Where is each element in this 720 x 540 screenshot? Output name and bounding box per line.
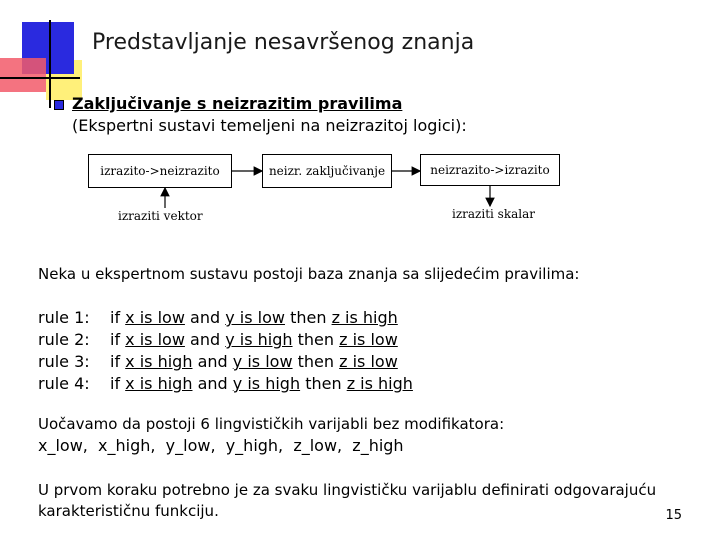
rule-row: rule 2: if x is low and y is high then z is low: [38, 330, 398, 349]
rule-row: rule 4: if x is high and y is high then z is high: [38, 374, 413, 393]
conclusion-line-2: karakterističnu funkciju.: [38, 502, 219, 520]
inference-box: neizr. zaključivanje: [262, 154, 392, 188]
page-number: 15: [665, 508, 682, 523]
fuzzification-box: izrazito->neizrazito: [88, 154, 232, 188]
rules-list: [38, 307, 413, 395]
section-heading: Zaključivanje s neizrazitim pravilima: [72, 94, 403, 113]
defuzzification-box: neizrazito->izrazito: [420, 154, 560, 186]
rule-row: rule 3: if x is high and y is low then z is low: [38, 352, 398, 371]
section-subheading: (Ekspertni sustavi temeljeni na neizrazitoj logici):: [72, 116, 467, 135]
rules-intro: Neka u ekspertnom sustavu postoji baza znanja sa slijedećim pravilima:: [38, 265, 580, 283]
rule-row: rule 1: if x is low and y is low then z is high: [38, 308, 398, 327]
variables-list: x_low, x_high, y_low, y_high, z_low, z_high: [38, 436, 404, 455]
output-label: izraziti skalar: [452, 207, 535, 221]
conclusion-line-1: U prvom koraku potrebno je za svaku lingvističku varijablu definirati odgovarajuću: [38, 481, 657, 499]
variables-intro: Uočavamo da postoji 6 lingvističkih varijabli bez modifikatora:: [38, 415, 505, 433]
input-label: izraziti vektor: [118, 209, 203, 223]
slide-title: Predstavljanje nesavršenog znanja: [92, 30, 475, 55]
